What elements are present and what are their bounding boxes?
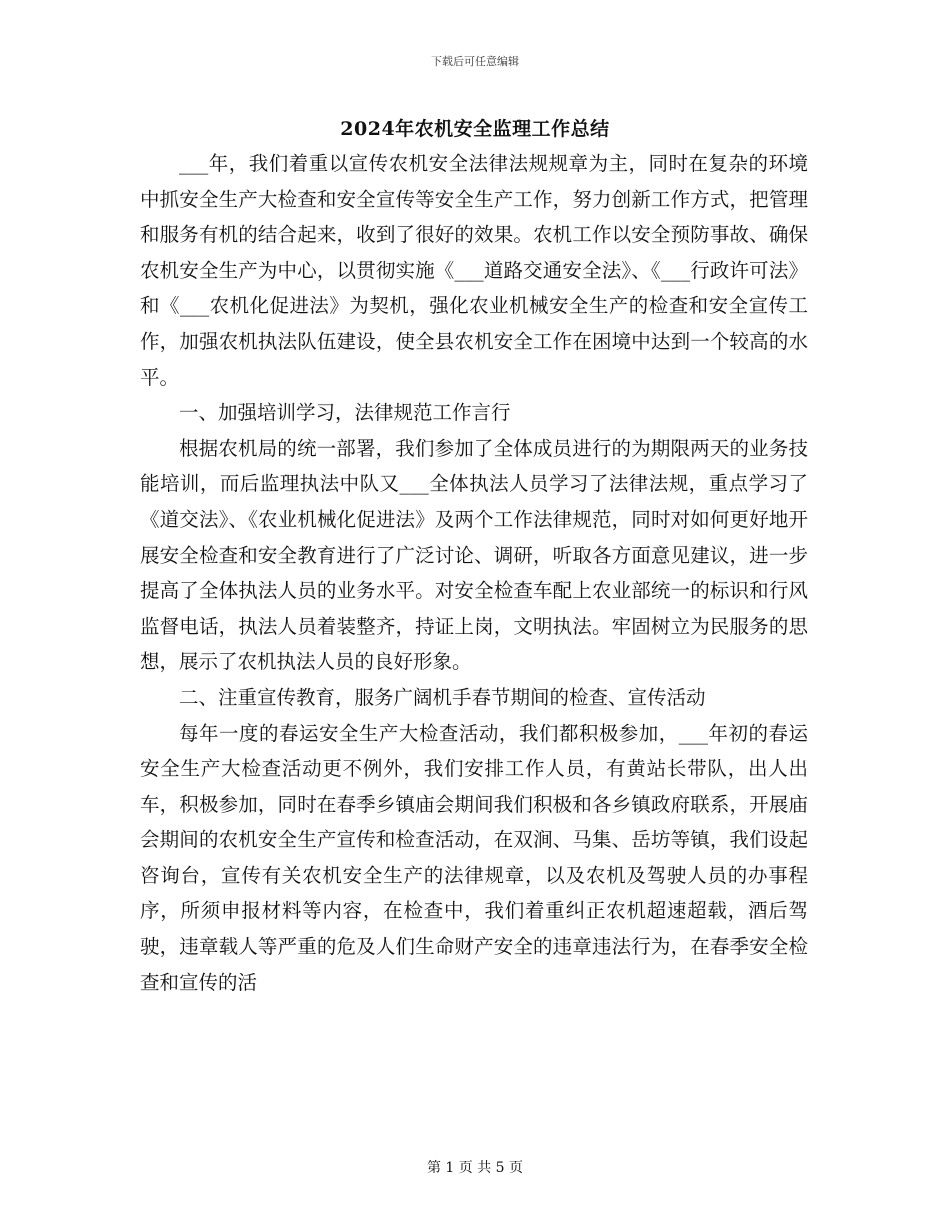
paragraph-section-1: 根据农机局的统一部署，我们参加了全体成员进行的为期限两天的业务技能培训，而后监理执法中队又___全体执法人员学习了法律法规，重点学习了《道交法》、《农业机械化促进法》及两个工作法律规范，同时对如何更好地开展安全检查和安全教育进行了广泛讨论、调研，听取各方面意见建议，进一步提高了全体执法人员的业务水平。对安全检查车配上农业部统一的标识和行风监督电话，执法人员着装整齐，持证上岗，文明执法。牢固树立为民服务的思想，展示了农机执法人员的良好形象。 [140,436,808,674]
document-title: 2024年农机安全监理工作总结 [340,118,610,140]
paragraph-section-2: 每年一度的春运安全生产大检查活动，我们都积极参加，___年初的春运安全生产大检查活动更不例外，我们安排工作人员，有黄站长带队，出人出车，积极参加，同时在春季乡镇庙会期间我们积极和各乡镇政府联系，开展庙会期间的农机安全生产宣传和检查活动，在双涧、马集、岳坊等镇，我们设起咨询台，宣传有关农机安全生产的法律规章，以及农机及驾驶人员的办事程序，所须申报材料等内容，在检查中，我们着重纠正农机超速超载，酒后驾驶，违章载人等严重的危及人们生命财产安全的违章违法行为，在春季安全检查和宣传的活 [140,721,808,994]
header-note: 下载后可任意编辑 [431,55,519,68]
section-heading-1: 一、加强培训学习，法律规范工作言行 [179,401,511,425]
document-body [140,146,808,1000]
section-heading-2: 二、注重宣传教育，服务广阔机手春节期间的检查、宣传活动 [179,685,706,709]
paragraph-intro: ___年，我们着重以宣传农机安全法律法规规章为主，同时在复杂的环境中抓安全生产大检查和安全宣传等安全生产工作，努力创新工作方式，把管理和服务有机的结合起来，收到了很好的效果。农机工作以安全预防事故、确保农机安全生产为中心，以贯彻实施《___道路交通安全法》、《___行政许可法》和《___农机化促进法》为契机，强化农业机械安全生产的检查和安全宣传工作，加强农机执法队伍建设，使全县农机安全工作在困境中达到一个较高的水平。 [140,152,808,389]
page-number: 第 1 页 共 5 页 [426,1160,524,1176]
